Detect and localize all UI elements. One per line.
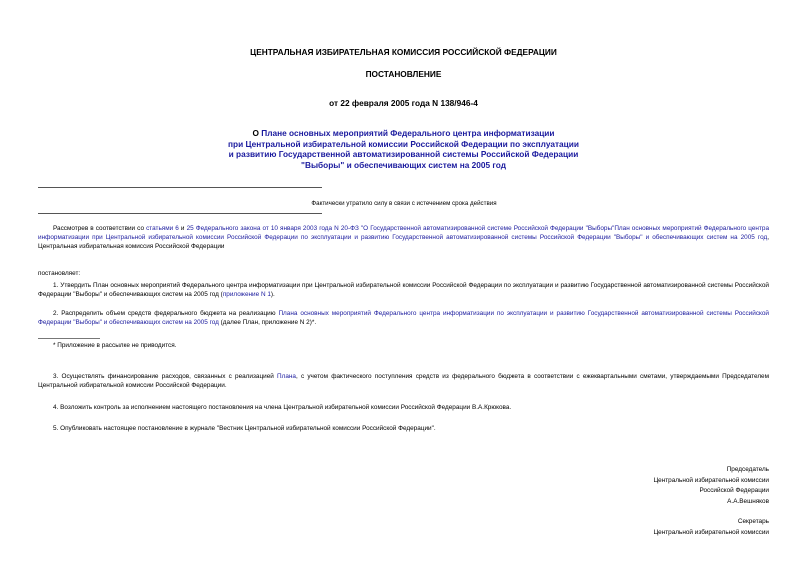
chair-org-line1: Центральной избирательной комиссии <box>653 476 769 484</box>
preamble-text: Рассмотрев в соответствии со <box>53 225 147 232</box>
link-plan-item-2[interactable]: Плана основных мероприятий Федерального центра информатизации по эксплуатации и развитию Государственной автоматизированной системы Российской Федерации "Выборы" и обеспечивающих систем на 2005 год <box>38 310 770 326</box>
divider-top <box>38 187 322 188</box>
item-2-end: (далее План, приложение N 2)*. <box>218 318 317 326</box>
status-note: Фактически утратило силу в связи с истечением срока действия <box>311 200 497 207</box>
chair-org-line2: Российской Федерации <box>699 487 769 494</box>
link-federal-law[interactable]: 25 Федерального закона от 10 января 2003 года N 20-ФЗ "О Государственной автоматизированной системе Российской Федерации "Выборы" <box>186 225 615 232</box>
item-5: 5. Опубликовать настоящее постановление в журнале "Вестник Центральной избирательной комиссии Российской Федерации". <box>53 425 436 432</box>
item-1 <box>38 282 769 300</box>
preamble-text-end: , Центральная избирательная комиссия Российской Федерации <box>38 233 769 250</box>
resolves-label: постановляет: <box>38 270 81 277</box>
document-type: ПОСТАНОВЛЕНИЕ <box>365 69 442 79</box>
document-date-number: от 22 февраля 2005 года N 138/946-4 <box>329 98 478 108</box>
organization-title: ЦЕНТРАЛЬНАЯ ИЗБИРАТЕЛЬНАЯ КОМИССИЯ РОССИЙСКОЙ ФЕДЕРАЦИИ <box>250 47 557 57</box>
link-article-6[interactable]: статьями 6 <box>146 225 179 232</box>
subject-link-line2[interactable]: при Центральной избирательной комиссии Российской Федерации по эксплуатации <box>228 138 579 149</box>
footnote: * Приложение в рассылке не приводится. <box>53 342 177 349</box>
link-appendix-1[interactable]: приложение N 1 <box>222 290 271 298</box>
subject-link-line1[interactable]: Плане основных мероприятий Федерального центра информатизации <box>261 128 555 138</box>
item-4: 4. Возложить контроль за исполнением настоящего постановления на члена Центральной избирательной комиссии Российской Федерации В.А.Крюкова. <box>53 404 512 411</box>
divider-bottom <box>38 213 322 214</box>
subject-prefix: О <box>252 128 262 138</box>
footnote-divider <box>38 338 100 339</box>
preamble-paragraph <box>38 225 769 251</box>
chair-name: А.А.Вешняков <box>727 497 769 505</box>
subject-link-line4[interactable]: "Выборы" и обеспечивающих систем на 2005 год <box>301 159 506 170</box>
chair-signature <box>653 465 769 507</box>
preamble-text-and: и <box>178 225 187 232</box>
item-3-text: 3. Осуществлять финансирование расходов, связанных с реализацией <box>53 373 278 380</box>
document-subject <box>0 128 807 170</box>
item-2-text: 2. Распределить объем средств федерального бюджета на реализацию <box>53 310 279 317</box>
item-1-text: 1. Утвердить План основных мероприятий Федерального центра информатизации при Центральной избирательной комиссии Российской Федерации по эксплуатации и развитию Государственной автоматизированной системы Российской Федерации "Выборы" и обеспечивающих систем на 2005 год ( <box>38 282 769 298</box>
item-2 <box>38 310 769 328</box>
link-plan[interactable]: План основных мероприятий Федерального центра информатизации при Центральной избирательной комиссии Российской Федерации по эксплуатации и развитию Государственной автоматизированной системы Российской Федерации "Выборы" и обеспечивающих систем на 2005 год <box>38 225 769 241</box>
item-3 <box>38 373 769 391</box>
link-plan-item-3[interactable]: Плана <box>277 373 296 380</box>
subject-link-line3[interactable]: и развитию Государственной автоматизированной системы Российской Федерации <box>228 149 579 160</box>
secretary-org-line1: Центральной избирательной комиссии <box>653 528 769 536</box>
item-1-end: ). <box>270 290 275 298</box>
chair-title: Председатель <box>726 466 769 473</box>
item-3-end: , с учетом фактического поступления средств из федерального бюджета в соответствии с ежеквартальными сметами, утверждаемыми Председателем Центральной избирательной комиссии Российской Федерации. <box>38 373 769 389</box>
secretary-title: Секретарь <box>737 518 769 525</box>
secretary-signature <box>653 517 769 538</box>
